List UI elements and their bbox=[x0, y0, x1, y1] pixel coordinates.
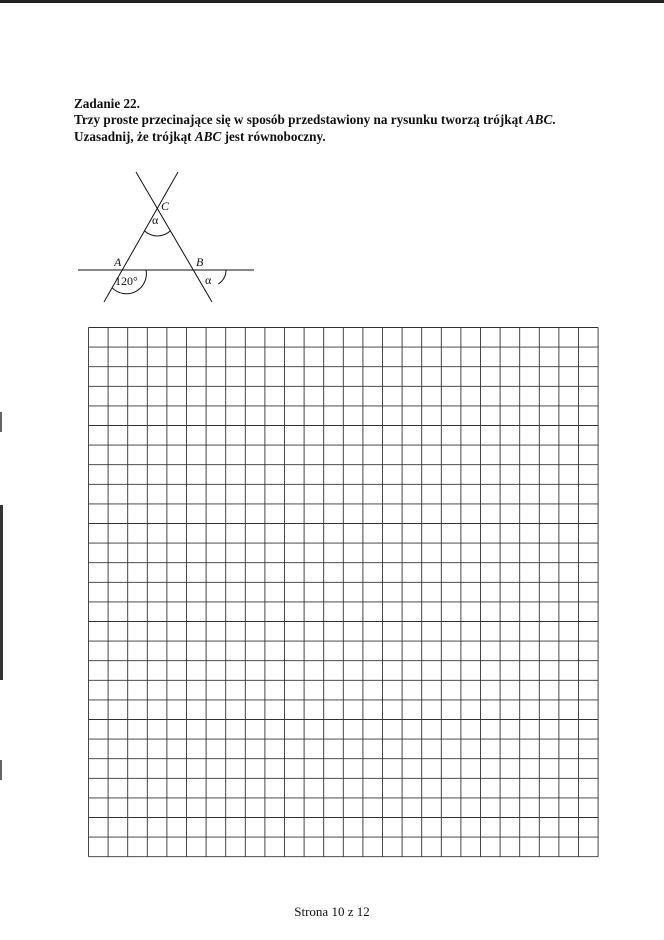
angle-b-arc bbox=[218, 270, 226, 284]
task-statement bbox=[74, 112, 614, 128]
triangle-name: ABC bbox=[194, 128, 222, 144]
scan-edge-tick bbox=[0, 412, 2, 432]
triangle-figure bbox=[70, 165, 270, 305]
vertex-c-label: C bbox=[161, 199, 170, 213]
task-instruction-text: Uzasadnij, że trójkąt bbox=[74, 128, 195, 144]
task-block bbox=[74, 96, 614, 145]
task-title: Zadanie 22. bbox=[74, 96, 140, 111]
triangle-name: ABC bbox=[525, 112, 553, 128]
angle-b-label: α bbox=[205, 273, 212, 287]
line-through-b bbox=[136, 172, 212, 302]
page-top-border bbox=[0, 0, 664, 3]
vertex-b-label: B bbox=[196, 255, 204, 269]
vertex-a-label: A bbox=[114, 255, 122, 269]
scan-edge-tick bbox=[0, 760, 2, 780]
task-statement-end: . bbox=[552, 112, 556, 128]
task-instruction bbox=[74, 129, 614, 145]
angle-c-label: α bbox=[152, 213, 159, 227]
scan-edge-mark bbox=[0, 505, 3, 680]
task-statement-text: Trzy proste przecinające się w sposób przedstawiony na rysunku tworzą trójkąt bbox=[74, 112, 526, 128]
task-instruction-end: jest równoboczny. bbox=[221, 128, 326, 144]
angle-c-arc bbox=[145, 231, 171, 236]
angle-a-label: 120° bbox=[115, 274, 138, 288]
page-number: Strona 10 z 12 bbox=[294, 904, 370, 919]
answer-grid[interactable] bbox=[86, 325, 599, 871]
